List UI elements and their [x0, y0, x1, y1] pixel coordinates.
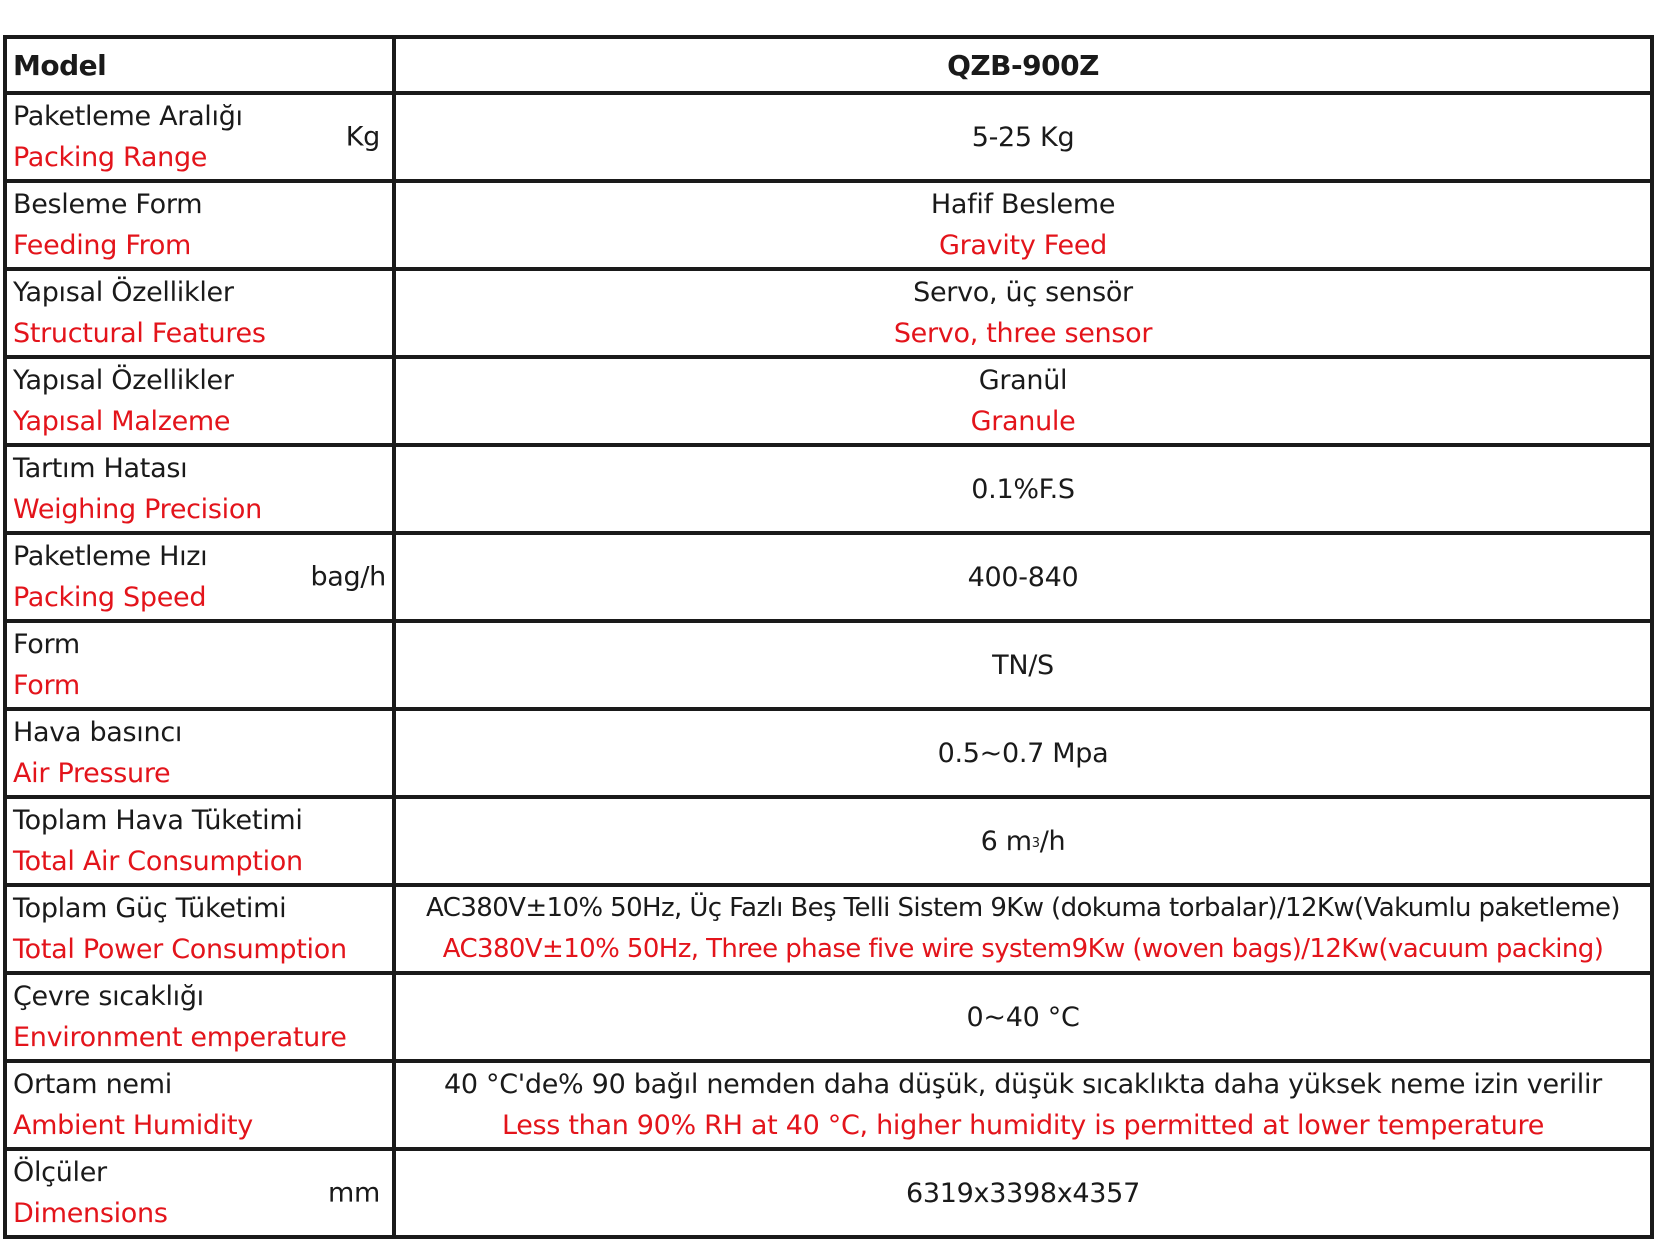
label-tr: Ortam nemi [13, 1069, 172, 1100]
label-en: Total Air Consumption [13, 846, 303, 877]
label-en: Packing Speed [13, 582, 207, 613]
label-dimensions [7, 1151, 392, 1235]
value-en: Granule [970, 406, 1076, 437]
label-tr: Ölçüler [13, 1157, 107, 1188]
label-tr: Besleme Form [13, 189, 203, 220]
value-tr: Granül [978, 365, 1068, 396]
label-tr: Hava basıncı [13, 717, 183, 748]
label-en: Air Pressure [13, 758, 171, 789]
value-structural-features [396, 271, 1650, 355]
label-tr: Toplam Güç Tüketimi [13, 893, 287, 924]
label-total-air-consumption [7, 799, 392, 883]
label-structural-material [7, 359, 392, 443]
label-ambient-humidity [7, 1063, 392, 1147]
value-tr: 0~40 °C [966, 1001, 1080, 1033]
value-tr: 6319x3398x4357 [906, 1177, 1140, 1209]
value-en: Less than 90% RH at 40 °C, higher humidity is permitted at lower temperature [501, 1110, 1545, 1141]
value-environment-temperature [396, 975, 1650, 1059]
value-packing-range [396, 95, 1650, 179]
value-tr: Hafif Besleme [930, 189, 1116, 220]
label-en: Ambient Humidity [13, 1110, 253, 1141]
label-en: Structural Features [13, 318, 266, 349]
header-label: Model [7, 39, 392, 91]
label-en: Feeding From [13, 230, 192, 261]
unit: mm [327, 1177, 380, 1209]
value-tr: 0.1%F.S [971, 473, 1075, 505]
unit: Kg [345, 121, 380, 153]
model-value: QZB-900Z [396, 39, 1650, 91]
label-total-power-consumption [7, 887, 392, 971]
value-base: 6 m [980, 825, 1032, 857]
value-tr: 400-840 [967, 561, 1079, 593]
value-feeding-from [396, 183, 1650, 267]
label-packing-range [7, 95, 392, 179]
label-en: Weighing Precision [13, 494, 262, 525]
value-dimensions [396, 1151, 1650, 1235]
value-tr: 5-25 Kg [971, 121, 1075, 153]
value-superscript: 3 [1031, 835, 1040, 851]
value-tr: 40 °C'de% 90 bağıl nemden daha düşük, düşük sıcaklıkta daha yüksek neme izin verilir [443, 1069, 1602, 1100]
value-form [396, 623, 1650, 707]
label-tr: Toplam Hava Tüketimi [13, 805, 303, 836]
label-tr: Paketleme Hızı [13, 541, 208, 572]
label-feeding-from [7, 183, 392, 267]
label-en: Total Power Consumption [13, 934, 347, 965]
label-structural-features [7, 271, 392, 355]
label-form [7, 623, 392, 707]
value-ambient-humidity [396, 1063, 1650, 1147]
label-en: Form [13, 670, 80, 701]
value-suffix: /h [1039, 825, 1066, 857]
label-tr: Yapısal Özellikler [13, 365, 234, 396]
value-tr: TN/S [992, 649, 1054, 681]
value-weighing-precision [396, 447, 1650, 531]
value-air-pressure [396, 711, 1650, 795]
spec-table [3, 35, 1654, 1239]
label-en: Dimensions [13, 1198, 168, 1229]
value-en: Servo, three sensor [893, 318, 1153, 349]
label-environment-temperature [7, 975, 392, 1059]
label-tr: Form [13, 629, 80, 660]
value-en: AC380V±10% 50Hz, Three phase five wire system9Kw (woven bags)/12Kw(vacuum packing) [442, 934, 1604, 964]
label-weighing-precision [7, 447, 392, 531]
value-structural-material [396, 359, 1650, 443]
label-en: Environment emperature [13, 1022, 347, 1053]
value-tr [981, 821, 1066, 862]
label-tr: Paketleme Aralığı [13, 101, 243, 132]
label-tr: Tartım Hatası [13, 453, 188, 484]
value-total-air-consumption [396, 799, 1650, 883]
value-packing-speed [396, 535, 1650, 619]
label-en: Packing Range [13, 142, 208, 173]
value-tr: AC380V±10% 50Hz, Üç Fazlı Beş Telli Sistem 9Kw (dokuma torbalar)/12Kw(Vakumlu paketleme) [426, 893, 1620, 923]
value-total-power-consumption [396, 887, 1650, 971]
label-packing-speed [7, 535, 392, 619]
unit: bag/h [310, 561, 386, 593]
label-tr: Çevre sıcaklığı [13, 981, 204, 1012]
value-en: Gravity Feed [938, 230, 1107, 261]
value-tr: Servo, üç sensör [913, 277, 1133, 308]
value-tr: 0.5~0.7 Mpa [937, 737, 1109, 769]
label-en: Yapısal Malzeme [13, 406, 231, 437]
label-tr: Yapısal Özellikler [13, 277, 234, 308]
label-air-pressure [7, 711, 392, 795]
